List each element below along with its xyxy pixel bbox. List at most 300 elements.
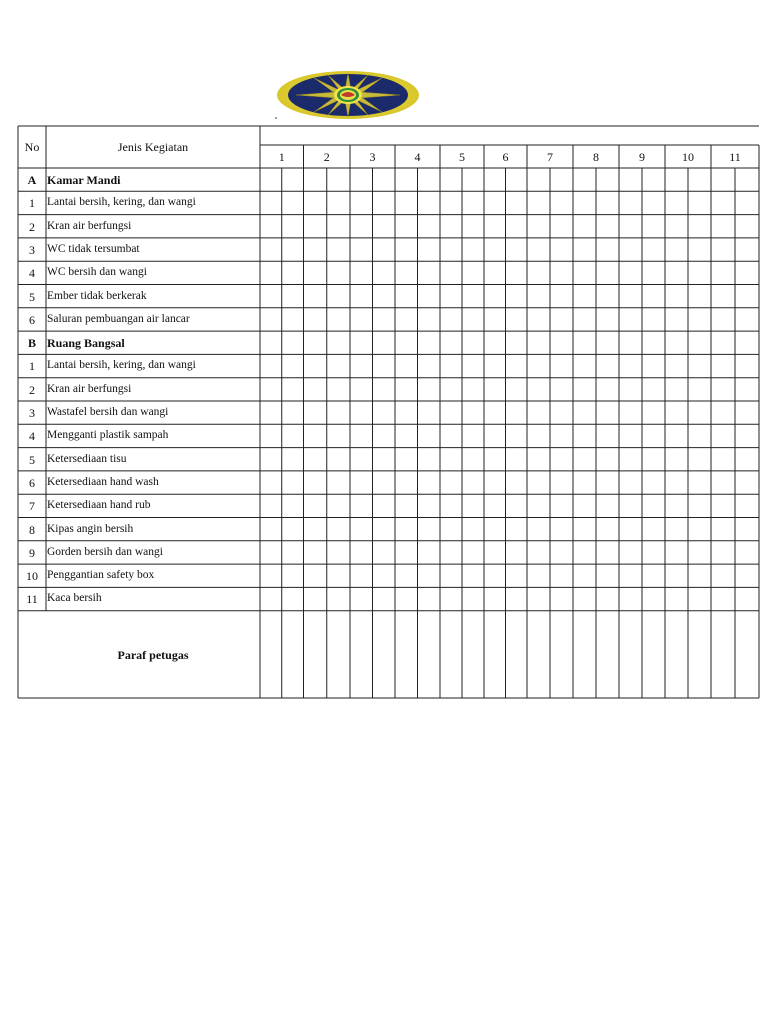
check-cell[interactable] <box>463 519 483 540</box>
check-cell[interactable] <box>736 472 758 493</box>
check-cell[interactable] <box>689 542 710 563</box>
check-cell[interactable] <box>666 565 687 586</box>
check-cell[interactable] <box>597 588 618 609</box>
check-cell[interactable] <box>305 495 326 516</box>
check-cell[interactable] <box>507 519 527 540</box>
check-cell[interactable] <box>528 332 549 353</box>
check-cell[interactable] <box>441 519 461 540</box>
check-cell[interactable] <box>736 355 758 376</box>
check-cell[interactable] <box>736 262 758 283</box>
check-cell[interactable] <box>485 286 505 307</box>
check-cell[interactable] <box>712 355 734 376</box>
check-cell[interactable] <box>597 169 618 190</box>
check-cell[interactable] <box>261 425 281 446</box>
check-cell[interactable] <box>643 449 664 470</box>
check-cell[interactable] <box>551 262 572 283</box>
check-cell[interactable] <box>666 379 687 400</box>
check-cell[interactable] <box>597 355 618 376</box>
check-cell[interactable] <box>666 542 687 563</box>
check-cell[interactable] <box>689 286 710 307</box>
check-cell[interactable] <box>620 355 641 376</box>
check-cell[interactable] <box>485 588 505 609</box>
check-cell[interactable] <box>689 402 710 423</box>
check-cell[interactable] <box>736 425 758 446</box>
check-cell[interactable] <box>328 565 349 586</box>
check-cell[interactable] <box>712 309 734 330</box>
check-cell[interactable] <box>441 425 461 446</box>
check-cell[interactable] <box>305 309 326 330</box>
check-cell[interactable] <box>485 542 505 563</box>
check-cell[interactable] <box>419 542 440 563</box>
check-cell[interactable] <box>261 216 281 237</box>
check-cell[interactable] <box>507 472 527 493</box>
check-cell[interactable] <box>620 472 641 493</box>
check-cell[interactable] <box>689 216 710 237</box>
check-cell[interactable] <box>597 495 618 516</box>
check-cell[interactable] <box>528 402 549 423</box>
check-cell[interactable] <box>283 169 303 190</box>
check-cell[interactable] <box>328 239 349 260</box>
check-cell[interactable] <box>551 286 572 307</box>
check-cell[interactable] <box>396 565 417 586</box>
check-cell[interactable] <box>441 192 461 213</box>
check-cell[interactable] <box>597 239 618 260</box>
check-cell[interactable] <box>328 519 349 540</box>
check-cell[interactable] <box>507 495 527 516</box>
signature-cell[interactable] <box>620 612 664 697</box>
check-cell[interactable] <box>507 402 527 423</box>
check-cell[interactable] <box>463 262 483 283</box>
check-cell[interactable] <box>689 192 710 213</box>
check-cell[interactable] <box>736 402 758 423</box>
check-cell[interactable] <box>643 216 664 237</box>
signature-cell[interactable] <box>574 612 618 697</box>
check-cell[interactable] <box>419 588 440 609</box>
check-cell[interactable] <box>597 216 618 237</box>
check-cell[interactable] <box>485 449 505 470</box>
check-cell[interactable] <box>666 239 687 260</box>
check-cell[interactable] <box>597 425 618 446</box>
check-cell[interactable] <box>597 472 618 493</box>
check-cell[interactable] <box>689 588 710 609</box>
check-cell[interactable] <box>261 169 281 190</box>
check-cell[interactable] <box>597 192 618 213</box>
check-cell[interactable] <box>689 355 710 376</box>
check-cell[interactable] <box>620 449 641 470</box>
check-cell[interactable] <box>374 472 395 493</box>
check-cell[interactable] <box>666 309 687 330</box>
check-cell[interactable] <box>643 309 664 330</box>
check-cell[interactable] <box>689 519 710 540</box>
check-cell[interactable] <box>528 286 549 307</box>
check-cell[interactable] <box>463 239 483 260</box>
check-cell[interactable] <box>463 216 483 237</box>
check-cell[interactable] <box>463 332 483 353</box>
check-cell[interactable] <box>528 262 549 283</box>
check-cell[interactable] <box>396 355 417 376</box>
check-cell[interactable] <box>507 216 527 237</box>
check-cell[interactable] <box>507 239 527 260</box>
check-cell[interactable] <box>328 192 349 213</box>
check-cell[interactable] <box>351 262 372 283</box>
check-cell[interactable] <box>328 472 349 493</box>
check-cell[interactable] <box>305 425 326 446</box>
check-cell[interactable] <box>574 216 595 237</box>
check-cell[interactable] <box>419 169 440 190</box>
check-cell[interactable] <box>374 519 395 540</box>
check-cell[interactable] <box>485 495 505 516</box>
check-cell[interactable] <box>643 262 664 283</box>
check-cell[interactable] <box>374 192 395 213</box>
check-cell[interactable] <box>328 402 349 423</box>
check-cell[interactable] <box>261 192 281 213</box>
check-cell[interactable] <box>712 519 734 540</box>
check-cell[interactable] <box>328 449 349 470</box>
check-cell[interactable] <box>419 565 440 586</box>
check-cell[interactable] <box>689 262 710 283</box>
check-cell[interactable] <box>666 286 687 307</box>
check-cell[interactable] <box>351 169 372 190</box>
check-cell[interactable] <box>441 262 461 283</box>
check-cell[interactable] <box>419 425 440 446</box>
check-cell[interactable] <box>396 309 417 330</box>
signature-cell[interactable] <box>712 612 758 697</box>
check-cell[interactable] <box>419 192 440 213</box>
check-cell[interactable] <box>283 425 303 446</box>
check-cell[interactable] <box>463 379 483 400</box>
check-cell[interactable] <box>419 402 440 423</box>
check-cell[interactable] <box>620 588 641 609</box>
signature-cell[interactable] <box>485 612 526 697</box>
check-cell[interactable] <box>574 519 595 540</box>
check-cell[interactable] <box>712 332 734 353</box>
check-cell[interactable] <box>283 542 303 563</box>
check-cell[interactable] <box>574 588 595 609</box>
check-cell[interactable] <box>328 216 349 237</box>
check-cell[interactable] <box>396 169 417 190</box>
check-cell[interactable] <box>643 169 664 190</box>
check-cell[interactable] <box>597 379 618 400</box>
check-cell[interactable] <box>485 239 505 260</box>
check-cell[interactable] <box>351 588 372 609</box>
check-cell[interactable] <box>374 332 395 353</box>
check-cell[interactable] <box>712 216 734 237</box>
check-cell[interactable] <box>528 542 549 563</box>
check-cell[interactable] <box>528 565 549 586</box>
check-cell[interactable] <box>574 332 595 353</box>
check-cell[interactable] <box>396 519 417 540</box>
check-cell[interactable] <box>528 519 549 540</box>
check-cell[interactable] <box>551 495 572 516</box>
check-cell[interactable] <box>351 216 372 237</box>
check-cell[interactable] <box>283 286 303 307</box>
check-cell[interactable] <box>283 519 303 540</box>
check-cell[interactable] <box>528 216 549 237</box>
check-cell[interactable] <box>574 565 595 586</box>
check-cell[interactable] <box>351 519 372 540</box>
check-cell[interactable] <box>305 588 326 609</box>
check-cell[interactable] <box>643 472 664 493</box>
check-cell[interactable] <box>736 332 758 353</box>
check-cell[interactable] <box>712 588 734 609</box>
check-cell[interactable] <box>441 286 461 307</box>
check-cell[interactable] <box>528 588 549 609</box>
check-cell[interactable] <box>551 192 572 213</box>
check-cell[interactable] <box>441 449 461 470</box>
check-cell[interactable] <box>597 449 618 470</box>
check-cell[interactable] <box>328 286 349 307</box>
check-cell[interactable] <box>666 449 687 470</box>
check-cell[interactable] <box>283 309 303 330</box>
check-cell[interactable] <box>620 402 641 423</box>
check-cell[interactable] <box>328 355 349 376</box>
check-cell[interactable] <box>736 192 758 213</box>
check-cell[interactable] <box>305 565 326 586</box>
check-cell[interactable] <box>507 309 527 330</box>
check-cell[interactable] <box>551 309 572 330</box>
check-cell[interactable] <box>507 286 527 307</box>
check-cell[interactable] <box>620 216 641 237</box>
check-cell[interactable] <box>507 169 527 190</box>
check-cell[interactable] <box>643 355 664 376</box>
check-cell[interactable] <box>419 495 440 516</box>
check-cell[interactable] <box>485 309 505 330</box>
check-cell[interactable] <box>551 565 572 586</box>
check-cell[interactable] <box>396 588 417 609</box>
check-cell[interactable] <box>374 239 395 260</box>
check-cell[interactable] <box>666 262 687 283</box>
check-cell[interactable] <box>551 355 572 376</box>
check-cell[interactable] <box>574 192 595 213</box>
check-cell[interactable] <box>351 355 372 376</box>
check-cell[interactable] <box>328 262 349 283</box>
check-cell[interactable] <box>507 449 527 470</box>
check-cell[interactable] <box>463 309 483 330</box>
check-cell[interactable] <box>574 379 595 400</box>
check-cell[interactable] <box>528 239 549 260</box>
check-cell[interactable] <box>328 332 349 353</box>
check-cell[interactable] <box>485 402 505 423</box>
check-cell[interactable] <box>441 355 461 376</box>
check-cell[interactable] <box>305 449 326 470</box>
check-cell[interactable] <box>441 588 461 609</box>
check-cell[interactable] <box>396 332 417 353</box>
signature-cell[interactable] <box>261 612 303 697</box>
check-cell[interactable] <box>396 192 417 213</box>
check-cell[interactable] <box>374 379 395 400</box>
check-cell[interactable] <box>463 588 483 609</box>
check-cell[interactable] <box>528 449 549 470</box>
check-cell[interactable] <box>597 542 618 563</box>
check-cell[interactable] <box>507 332 527 353</box>
check-cell[interactable] <box>463 286 483 307</box>
check-cell[interactable] <box>643 425 664 446</box>
check-cell[interactable] <box>574 425 595 446</box>
check-cell[interactable] <box>374 402 395 423</box>
check-cell[interactable] <box>374 565 395 586</box>
check-cell[interactable] <box>419 216 440 237</box>
check-cell[interactable] <box>351 286 372 307</box>
check-cell[interactable] <box>551 239 572 260</box>
check-cell[interactable] <box>620 565 641 586</box>
check-cell[interactable] <box>463 425 483 446</box>
check-cell[interactable] <box>396 495 417 516</box>
check-cell[interactable] <box>666 332 687 353</box>
check-cell[interactable] <box>574 402 595 423</box>
check-cell[interactable] <box>712 449 734 470</box>
check-cell[interactable] <box>574 472 595 493</box>
check-cell[interactable] <box>463 449 483 470</box>
signature-cell[interactable] <box>666 612 710 697</box>
check-cell[interactable] <box>551 332 572 353</box>
check-cell[interactable] <box>620 262 641 283</box>
check-cell[interactable] <box>689 169 710 190</box>
check-cell[interactable] <box>712 379 734 400</box>
check-cell[interactable] <box>485 192 505 213</box>
check-cell[interactable] <box>643 495 664 516</box>
check-cell[interactable] <box>736 286 758 307</box>
check-cell[interactable] <box>666 402 687 423</box>
check-cell[interactable] <box>351 332 372 353</box>
check-cell[interactable] <box>507 379 527 400</box>
check-cell[interactable] <box>528 425 549 446</box>
check-cell[interactable] <box>305 332 326 353</box>
check-cell[interactable] <box>712 169 734 190</box>
check-cell[interactable] <box>620 309 641 330</box>
check-cell[interactable] <box>620 425 641 446</box>
check-cell[interactable] <box>283 402 303 423</box>
check-cell[interactable] <box>351 472 372 493</box>
check-cell[interactable] <box>620 519 641 540</box>
check-cell[interactable] <box>620 495 641 516</box>
check-cell[interactable] <box>485 355 505 376</box>
check-cell[interactable] <box>666 588 687 609</box>
check-cell[interactable] <box>689 425 710 446</box>
check-cell[interactable] <box>551 379 572 400</box>
check-cell[interactable] <box>419 286 440 307</box>
check-cell[interactable] <box>374 216 395 237</box>
check-cell[interactable] <box>283 495 303 516</box>
check-cell[interactable] <box>736 216 758 237</box>
check-cell[interactable] <box>689 309 710 330</box>
check-cell[interactable] <box>712 239 734 260</box>
check-cell[interactable] <box>574 286 595 307</box>
check-cell[interactable] <box>574 449 595 470</box>
check-cell[interactable] <box>283 588 303 609</box>
check-cell[interactable] <box>463 495 483 516</box>
check-cell[interactable] <box>396 542 417 563</box>
check-cell[interactable] <box>736 565 758 586</box>
check-cell[interactable] <box>328 495 349 516</box>
check-cell[interactable] <box>374 262 395 283</box>
check-cell[interactable] <box>507 192 527 213</box>
check-cell[interactable] <box>597 565 618 586</box>
check-cell[interactable] <box>597 286 618 307</box>
check-cell[interactable] <box>305 472 326 493</box>
check-cell[interactable] <box>463 169 483 190</box>
signature-cell[interactable] <box>396 612 439 697</box>
check-cell[interactable] <box>305 192 326 213</box>
check-cell[interactable] <box>441 169 461 190</box>
check-cell[interactable] <box>396 449 417 470</box>
check-cell[interactable] <box>643 588 664 609</box>
check-cell[interactable] <box>463 542 483 563</box>
check-cell[interactable] <box>643 565 664 586</box>
check-cell[interactable] <box>666 192 687 213</box>
check-cell[interactable] <box>261 332 281 353</box>
check-cell[interactable] <box>396 239 417 260</box>
check-cell[interactable] <box>374 355 395 376</box>
check-cell[interactable] <box>463 565 483 586</box>
check-cell[interactable] <box>261 449 281 470</box>
check-cell[interactable] <box>597 332 618 353</box>
check-cell[interactable] <box>736 588 758 609</box>
check-cell[interactable] <box>551 449 572 470</box>
check-cell[interactable] <box>643 402 664 423</box>
check-cell[interactable] <box>507 262 527 283</box>
check-cell[interactable] <box>736 519 758 540</box>
check-cell[interactable] <box>419 379 440 400</box>
check-cell[interactable] <box>374 425 395 446</box>
check-cell[interactable] <box>374 542 395 563</box>
check-cell[interactable] <box>396 402 417 423</box>
check-cell[interactable] <box>712 262 734 283</box>
check-cell[interactable] <box>528 495 549 516</box>
check-cell[interactable] <box>283 449 303 470</box>
check-cell[interactable] <box>351 542 372 563</box>
check-cell[interactable] <box>643 332 664 353</box>
signature-cell[interactable] <box>441 612 483 697</box>
check-cell[interactable] <box>736 449 758 470</box>
check-cell[interactable] <box>396 379 417 400</box>
check-cell[interactable] <box>441 309 461 330</box>
check-cell[interactable] <box>485 472 505 493</box>
check-cell[interactable] <box>351 449 372 470</box>
check-cell[interactable] <box>419 309 440 330</box>
check-cell[interactable] <box>441 542 461 563</box>
check-cell[interactable] <box>261 519 281 540</box>
check-cell[interactable] <box>261 472 281 493</box>
check-cell[interactable] <box>551 542 572 563</box>
check-cell[interactable] <box>736 495 758 516</box>
check-cell[interactable] <box>666 472 687 493</box>
check-cell[interactable] <box>643 519 664 540</box>
check-cell[interactable] <box>712 542 734 563</box>
check-cell[interactable] <box>620 286 641 307</box>
check-cell[interactable] <box>528 169 549 190</box>
check-cell[interactable] <box>463 472 483 493</box>
check-cell[interactable] <box>396 216 417 237</box>
check-cell[interactable] <box>441 472 461 493</box>
check-cell[interactable] <box>485 379 505 400</box>
check-cell[interactable] <box>507 425 527 446</box>
check-cell[interactable] <box>551 216 572 237</box>
check-cell[interactable] <box>574 262 595 283</box>
check-cell[interactable] <box>441 402 461 423</box>
check-cell[interactable] <box>712 495 734 516</box>
check-cell[interactable] <box>441 495 461 516</box>
check-cell[interactable] <box>712 402 734 423</box>
check-cell[interactable] <box>689 472 710 493</box>
check-cell[interactable] <box>283 472 303 493</box>
check-cell[interactable] <box>507 355 527 376</box>
check-cell[interactable] <box>597 262 618 283</box>
check-cell[interactable] <box>689 239 710 260</box>
check-cell[interactable] <box>419 239 440 260</box>
check-cell[interactable] <box>712 565 734 586</box>
check-cell[interactable] <box>441 216 461 237</box>
check-cell[interactable] <box>485 216 505 237</box>
